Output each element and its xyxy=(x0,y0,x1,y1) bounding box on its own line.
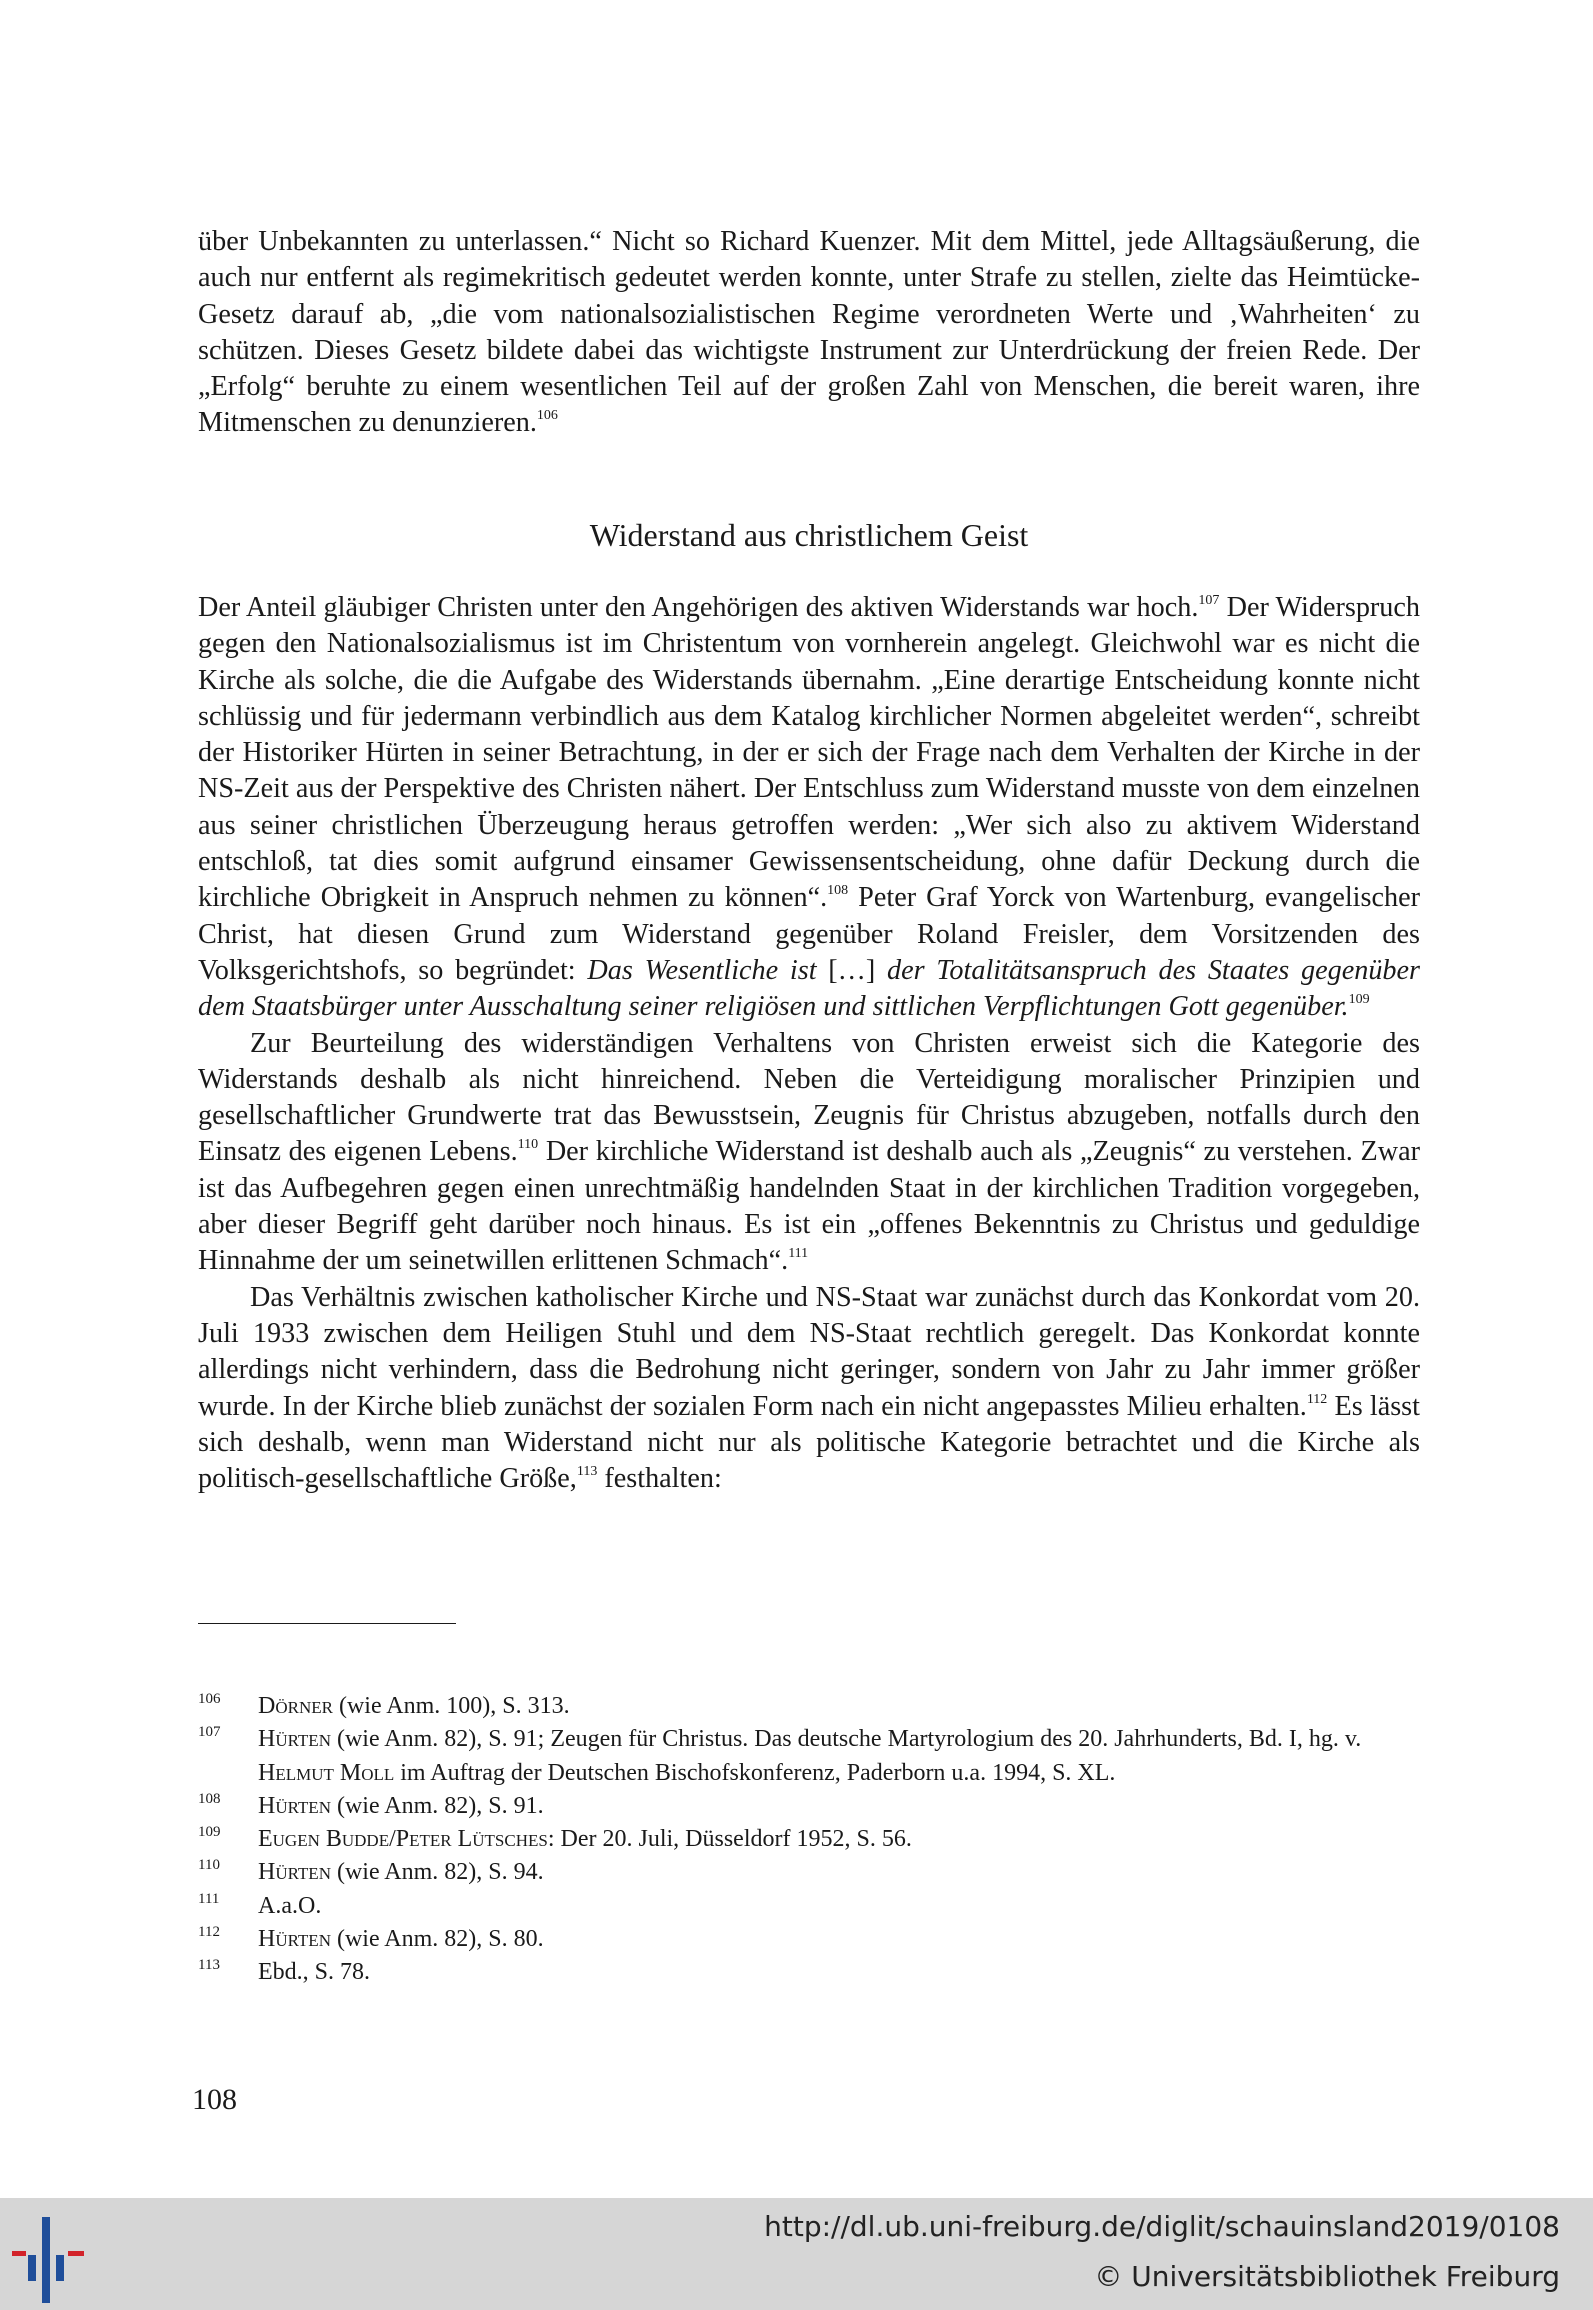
footnote-author: Dörner xyxy=(258,1693,333,1719)
logo-red-bar-left xyxy=(12,2251,26,2256)
quote-italic: der Totalitätsanspruch des Staates gegenüber dem Staatsbürger unter Ausschaltung seiner religiösen und sittlichen Verpflichtungen Gott gegenüber. xyxy=(198,954,1420,1023)
footnote-ref-111[interactable]: 111 xyxy=(788,1246,809,1262)
footnote-text: : Der 20. Juli, Düsseldorf 1952, S. 56. xyxy=(547,1826,912,1853)
footnote-author: Eugen Budde/Peter Lütsches xyxy=(258,1826,548,1853)
footnote-number: 108 xyxy=(198,1790,221,1807)
footnote-number: 113 xyxy=(198,1957,220,1974)
intro-paragraph xyxy=(198,224,1420,442)
footnote-text: Ebd., S. 78. xyxy=(258,1959,371,1986)
logo-blue-bar-right xyxy=(56,2255,64,2281)
footnote-109 xyxy=(198,1823,1420,1856)
paragraph-2-text: Zur Beurteilung des widerständigen Verhaltens von Christen erweist sich die Kategorie des Widerstands deshalb als nicht hinreichend. Neben die Verteidigung moralischer Prinzipien und gesellschaftlicher Grundwerte trat das Bewusstsein, Zeugnis für Christus abzugeben, notfalls durch den Einsatz des eigenen Lebens. xyxy=(198,1027,1420,1168)
footnote-editor: Helmut Moll xyxy=(258,1759,395,1786)
main-text xyxy=(198,590,1420,1497)
footnote-text: (wie Anm. 82), S. 94. xyxy=(330,1859,544,1886)
viewer-footer xyxy=(0,2198,1593,2310)
footnote-ref-107[interactable]: 107 xyxy=(1198,593,1220,608)
quote-italic: Das Wesentliche ist xyxy=(587,954,817,986)
footnote-111 xyxy=(198,1890,1420,1923)
footnote-ref-110[interactable]: 110 xyxy=(517,1137,539,1153)
paragraph-3 xyxy=(198,1280,1420,1498)
footnote-author: Hürten xyxy=(258,1726,331,1753)
logo-red-bar-right xyxy=(68,2251,84,2256)
paragraph-1-text: Der Widerspruch gegen den Nationalsozialismus ist im Christentum von vornherein angelegt. Gleichwohl war es nicht die Kirche als solche, die die Aufgabe des Widerstands übernahm. „Eine derartige Entscheidung konnte nicht schlüssig und für jedermann verbindlich aus dem Katalog kirchlicher Normen abgeleitet werden“, schreibt der Historiker Hürten in seiner Betrachtung, in der er sich der Frage nach dem Verhalten der Kirche in der NS-Zeit aus der Perspektive des Christen nähert. Der Entschluss zum Widerstand musste von dem einzelnen aus seiner christlichen Überzeugung heraus getroffen werden: „Wer sich also zu aktivem Widerstand entschloß, tat dies somit aufgrund einsamer Gewissensentscheidung, ohne dafür Deckung durch die kirchliche Obrigkeit in Anspruch nehmen zu können“. xyxy=(198,592,1420,914)
logo-blue-bar-center xyxy=(42,2217,50,2303)
footnote-ref-106[interactable]: 106 xyxy=(536,408,558,424)
footnote-106 xyxy=(198,1690,1420,1723)
footnote-text: (wie Anm. 82), S. 80. xyxy=(330,1926,544,1953)
footnote-number: 110 xyxy=(198,1857,220,1874)
paragraph-1-text: Peter Graf Yorck von Wartenburg, evangelischer Christ, hat diesen Grund zum Widerstand gegenüber Roland Freisler, dem Vorsitzenden des Volksgerichtshofs, so begründet: xyxy=(198,882,1420,986)
library-logo-icon xyxy=(12,2213,102,2303)
intro-body: über Unbekannten zu unterlassen.“ Nicht so Richard Kuenzer. Mit dem Mittel, jede Alltagsäußerung, die auch nur entfernt als regimekritisch gedeutet werden konnte, unter Strafe zu stellen, zielte das Heimtücke-Gesetz darauf ab, „die vom nationalsozialistischen Regime verordneten Werte und ‚Wahrheiten‘ zu schützen. Dieses Gesetz bildete dabei das wichtigste Instrument zur Unterdrückung der freien Rede. Der „Erfolg“ beruhte zu einem wesentlichen Teil auf der großen Zahl von Menschen, die bereit waren, ihre Mitmenschen zu denunzieren. xyxy=(198,226,1420,439)
footnote-text: (wie Anm. 82), S. 91. xyxy=(330,1792,544,1819)
footnote-text: A.a.O. xyxy=(258,1892,322,1919)
footnote-112 xyxy=(198,1923,1420,1956)
footnote-113 xyxy=(198,1956,1420,1989)
page-number: 108 xyxy=(192,2083,237,2116)
paragraph-3-text: Das Verhältnis zwischen katholischer Kirche und NS-Staat war zunächst durch das Konkordat vom 20. Juli 1933 zwischen dem Heiligen Stuhl und dem NS-Staat rechtlich geregelt. Das Konkordat konnte allerdings nicht verhindern, dass die Bedrohung nicht geringer, sondern von Jahr zu Jahr immer größer wurde. In der Kirche blieb zunächst der sozialen Form nach ein nicht angepasstes Milieu erhalten. xyxy=(198,1281,1420,1422)
footnote-ref-109[interactable]: 109 xyxy=(1348,992,1370,1008)
footnote-author: Hürten xyxy=(258,1859,331,1886)
paragraph-2 xyxy=(198,1026,1420,1280)
footnote-number: 107 xyxy=(198,1724,221,1741)
logo-blue-bar-left xyxy=(28,2255,36,2281)
paragraph-3-text: festhalten: xyxy=(597,1463,722,1495)
paragraph-1 xyxy=(198,590,1420,1026)
paragraph-3-text: Es lässt sich deshalb, wenn man Widerstand nicht nur als politische Kategorie betrachtet und die Kirche als politisch-gesellschaftliche Größe, xyxy=(198,1390,1420,1495)
footnote-number: 112 xyxy=(198,1924,220,1941)
footnote-110 xyxy=(198,1856,1420,1889)
footnote-ref-112[interactable]: 112 xyxy=(1306,1391,1328,1407)
footnote-text: (wie Anm. 100), S. 313. xyxy=(332,1693,570,1719)
footnote-ref-113[interactable]: 113 xyxy=(576,1464,598,1480)
footnote-107 xyxy=(198,1723,1420,1790)
paragraph-2-text: Der kirchliche Widerstand ist deshalb auch als „Zeugnis“ zu verstehen. Zwar ist das Aufbegehren gegen einen unrechtmäßig handelnden Staat in der kirchlichen Tradition vorgegeben, aber dieser Begriff geht darüber noch hinaus. Es ist ein „offenes Bekenntnis zu Christus und geduldige Hinnahme der um seinetwillen erlittenen Schmach“. xyxy=(198,1136,1420,1277)
footnote-author: Hürten xyxy=(258,1792,331,1819)
footnote-ref-108[interactable]: 108 xyxy=(827,883,849,899)
footnote-text: (wie Anm. 82), S. 91; Zeugen für Christus. Das deutsche Martyrologium des 20. Jahrhunderts, Bd. I, hg. v. xyxy=(330,1726,1362,1753)
footnote-author: Hürten xyxy=(258,1926,331,1953)
footnotes xyxy=(198,1690,1420,1990)
footnote-number: 106 xyxy=(198,1691,221,1707)
footnote-divider xyxy=(198,1623,456,1624)
copyright-notice: © Universitätsbibliothek Freiburg xyxy=(1094,2260,1560,2293)
footnote-number: 109 xyxy=(198,1824,221,1841)
paragraph-1-text: […] xyxy=(816,954,888,986)
paragraph-1-text: Der Anteil gläubiger Christen unter den Angehörigen des aktiven Widerstands war hoch. xyxy=(198,592,1199,623)
intro-text xyxy=(198,224,1420,442)
permalink-url[interactable]: http://dl.ub.uni-freiburg.de/diglit/schauinsland2019/0108 xyxy=(764,2210,1560,2243)
section-heading: Widerstand aus christlichem Geist xyxy=(589,517,1029,553)
footnote-number: 111 xyxy=(198,1890,220,1907)
footnote-108 xyxy=(198,1790,1420,1823)
footnote-text: im Auftrag der Deutschen Bischofskonferenz, Paderborn u.a. 1994, S. XL. xyxy=(394,1759,1116,1786)
